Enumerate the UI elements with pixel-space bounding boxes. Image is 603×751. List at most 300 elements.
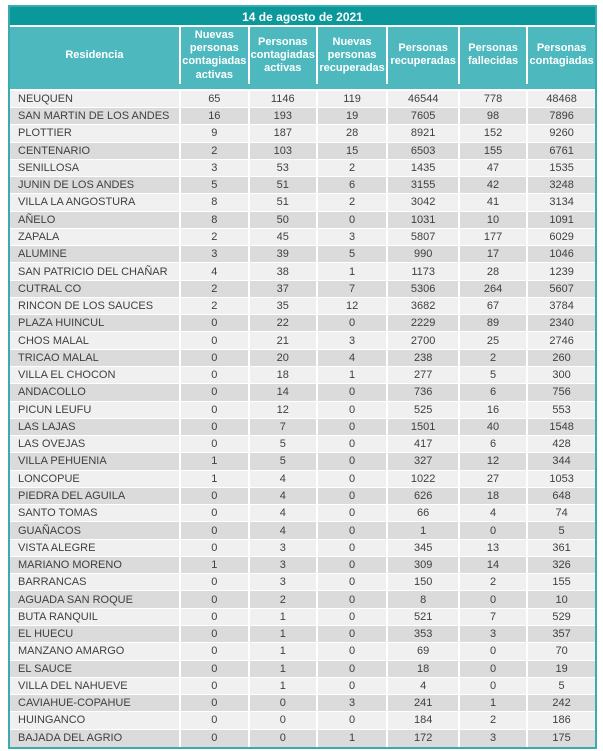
value-cell: 0 bbox=[460, 643, 528, 659]
value-cell: 1 bbox=[250, 661, 318, 677]
value-cell: 0 bbox=[318, 402, 389, 418]
table-row bbox=[10, 591, 595, 608]
value-cell: 35 bbox=[250, 298, 318, 314]
value-cell: 5 bbox=[318, 246, 389, 262]
table-row bbox=[10, 91, 595, 108]
table-row bbox=[10, 712, 595, 729]
table-body bbox=[10, 91, 595, 747]
value-cell: 3042 bbox=[388, 194, 459, 210]
value-cell: 1535 bbox=[549, 161, 574, 174]
value-cell: 3 bbox=[250, 574, 318, 590]
residencia-cell: VILLA EL CHOCON bbox=[10, 367, 181, 383]
value-cell: 28 bbox=[318, 125, 389, 141]
value-cell: 1548 bbox=[549, 420, 574, 433]
value-cell: 39 bbox=[250, 246, 318, 262]
value-cell: 8 bbox=[181, 212, 250, 228]
table-row bbox=[10, 661, 595, 678]
value-cell: 1046 bbox=[549, 248, 574, 261]
value-cell: 0 bbox=[318, 643, 389, 659]
value-cell: 12 bbox=[250, 402, 318, 418]
value-cell: 0 bbox=[181, 678, 250, 694]
residencia-cell: TRICAO MALAL bbox=[10, 350, 181, 366]
column-header-personas-contagiadas: Personas contagiadas bbox=[529, 42, 594, 68]
value-cell: 4 bbox=[250, 522, 318, 538]
value-cell: 7 bbox=[250, 419, 318, 435]
residencia-cell: PLOTTIER bbox=[10, 125, 181, 141]
value-cell: 10 bbox=[555, 593, 568, 606]
value-cell: 1022 bbox=[388, 471, 459, 487]
column-header-personas-contagiadas-activas: Personas contagiadas activas bbox=[250, 27, 318, 84]
value-cell: 0 bbox=[181, 574, 250, 590]
value-cell: 65 bbox=[181, 91, 250, 107]
value-cell: 6 bbox=[460, 436, 528, 452]
value-cell: 2 bbox=[181, 143, 250, 159]
value-cell: 7605 bbox=[388, 108, 459, 124]
value-cell: 12 bbox=[318, 298, 389, 314]
value-cell: 150 bbox=[388, 574, 459, 590]
table-row bbox=[10, 557, 595, 574]
value-cell: 1091 bbox=[549, 213, 574, 226]
value-cell: 28 bbox=[460, 263, 528, 279]
value-cell: 15 bbox=[318, 143, 389, 159]
value-cell: 0 bbox=[181, 505, 250, 521]
value-cell: 0 bbox=[318, 315, 389, 331]
value-cell: 0 bbox=[318, 384, 389, 400]
value-cell: 10 bbox=[460, 212, 528, 228]
residencia-cell: RINCON DE LOS SAUCES bbox=[10, 298, 181, 314]
value-cell: 20 bbox=[250, 350, 318, 366]
table-row bbox=[10, 125, 595, 142]
value-cell: 66 bbox=[388, 505, 459, 521]
table-row bbox=[10, 730, 595, 747]
value-cell: 0 bbox=[460, 661, 528, 677]
value-cell: 18 bbox=[250, 367, 318, 383]
value-cell: 417 bbox=[388, 436, 459, 452]
value-cell: 242 bbox=[552, 697, 571, 710]
residencia-cell: BARRANCAS bbox=[10, 574, 181, 590]
value-cell: 0 bbox=[460, 678, 528, 694]
table-row bbox=[10, 384, 595, 401]
value-cell: 3 bbox=[318, 695, 389, 711]
value-cell: 0 bbox=[318, 609, 389, 625]
value-cell: 277 bbox=[388, 367, 459, 383]
value-cell: 8921 bbox=[388, 125, 459, 141]
value-cell: 51 bbox=[250, 177, 318, 193]
value-cell: 1 bbox=[318, 730, 389, 747]
value-cell: 0 bbox=[181, 695, 250, 711]
residencia-cell: CAVIAHUE-COPAHUE bbox=[10, 695, 181, 711]
value-cell: 3155 bbox=[388, 177, 459, 193]
table-row bbox=[10, 315, 595, 332]
value-cell: 98 bbox=[460, 108, 528, 124]
value-cell: 1 bbox=[250, 626, 318, 642]
value-cell: 48468 bbox=[546, 92, 577, 105]
table-row bbox=[10, 471, 595, 488]
table-row bbox=[10, 281, 595, 298]
value-cell: 0 bbox=[181, 332, 250, 348]
value-cell: 2700 bbox=[388, 332, 459, 348]
value-cell: 177 bbox=[460, 229, 528, 245]
value-cell: 0 bbox=[318, 540, 389, 556]
value-cell: 193 bbox=[250, 108, 318, 124]
value-cell: 0 bbox=[318, 557, 389, 573]
value-cell: 8 bbox=[181, 194, 250, 210]
value-cell: 1173 bbox=[388, 263, 459, 279]
table-row bbox=[10, 678, 595, 695]
value-cell: 3134 bbox=[549, 196, 574, 209]
value-cell: 0 bbox=[181, 436, 250, 452]
value-cell: 0 bbox=[318, 522, 389, 538]
value-cell: 40 bbox=[460, 419, 528, 435]
value-cell: 1 bbox=[181, 453, 250, 469]
value-cell: 67 bbox=[460, 298, 528, 314]
value-cell: 16 bbox=[181, 108, 250, 124]
table-row bbox=[10, 626, 595, 643]
value-cell: 2 bbox=[181, 281, 250, 297]
value-cell: 7896 bbox=[549, 110, 574, 123]
table-row bbox=[10, 160, 595, 177]
residencia-cell: EL HUECU bbox=[10, 626, 181, 642]
table-row bbox=[10, 177, 595, 194]
residencia-cell: ZAPALA bbox=[10, 229, 181, 245]
value-cell: 648 bbox=[552, 489, 571, 502]
value-cell: 8 bbox=[388, 591, 459, 607]
value-cell: 17 bbox=[460, 246, 528, 262]
value-cell: 0 bbox=[460, 591, 528, 607]
value-cell: 1031 bbox=[388, 212, 459, 228]
residencia-cell: BUTA RANQUIL bbox=[10, 609, 181, 625]
value-cell: 2 bbox=[318, 160, 389, 176]
value-cell: 155 bbox=[460, 143, 528, 159]
value-cell: 1 bbox=[250, 678, 318, 694]
value-cell: 327 bbox=[388, 453, 459, 469]
value-cell: 3 bbox=[250, 557, 318, 573]
value-cell: 70 bbox=[555, 645, 568, 658]
value-cell: 152 bbox=[460, 125, 528, 141]
table-row bbox=[10, 212, 595, 229]
value-cell: 0 bbox=[250, 695, 318, 711]
value-cell: 0 bbox=[181, 350, 250, 366]
value-cell: 5607 bbox=[549, 282, 574, 295]
value-cell: 0 bbox=[318, 574, 389, 590]
value-cell: 0 bbox=[318, 626, 389, 642]
value-cell: 238 bbox=[388, 350, 459, 366]
value-cell: 0 bbox=[318, 436, 389, 452]
value-cell: 0 bbox=[181, 626, 250, 642]
value-cell: 18 bbox=[388, 661, 459, 677]
residencia-cell: LONCOPUE bbox=[10, 471, 181, 487]
value-cell: 0 bbox=[318, 591, 389, 607]
value-cell: 186 bbox=[552, 714, 571, 727]
value-cell: 184 bbox=[388, 712, 459, 728]
value-cell: 521 bbox=[388, 609, 459, 625]
value-cell: 0 bbox=[181, 522, 250, 538]
value-cell: 1435 bbox=[388, 160, 459, 176]
table-row bbox=[10, 367, 595, 384]
residencia-cell: HUINGANCO bbox=[10, 712, 181, 728]
residencia-cell: ALUMINE bbox=[10, 246, 181, 262]
value-cell: 37 bbox=[250, 281, 318, 297]
residencia-cell: CUTRAL CO bbox=[10, 281, 181, 297]
value-cell: 187 bbox=[250, 125, 318, 141]
value-cell: 353 bbox=[388, 626, 459, 642]
table-row bbox=[10, 643, 595, 660]
residencia-cell: VILLA DEL NAHUEVE bbox=[10, 678, 181, 694]
value-cell: 5 bbox=[250, 436, 318, 452]
residencia-cell: LAS LAJAS bbox=[10, 419, 181, 435]
table-row bbox=[10, 522, 595, 539]
value-cell: 1 bbox=[250, 609, 318, 625]
value-cell: 3 bbox=[460, 626, 528, 642]
value-cell: 778 bbox=[460, 91, 528, 107]
value-cell: 553 bbox=[552, 403, 571, 416]
value-cell: 0 bbox=[318, 505, 389, 521]
value-cell: 42 bbox=[460, 177, 528, 193]
value-cell: 3 bbox=[250, 540, 318, 556]
value-cell: 6 bbox=[318, 177, 389, 193]
value-cell: 990 bbox=[388, 246, 459, 262]
table-row bbox=[10, 505, 595, 522]
residencia-cell: VISTA ALEGRE bbox=[10, 540, 181, 556]
value-cell: 0 bbox=[181, 643, 250, 659]
value-cell: 9 bbox=[181, 125, 250, 141]
table-row bbox=[10, 419, 595, 436]
value-cell: 46544 bbox=[388, 91, 459, 107]
value-cell: 2229 bbox=[388, 315, 459, 331]
column-header-nuevas-personas-contagiadas-activas: Nuevas personas contagiadas activas bbox=[181, 27, 250, 84]
value-cell: 3784 bbox=[549, 300, 574, 313]
value-cell: 5306 bbox=[388, 281, 459, 297]
value-cell: 1 bbox=[388, 522, 459, 538]
value-cell: 0 bbox=[181, 315, 250, 331]
value-cell: 38 bbox=[250, 263, 318, 279]
table-row bbox=[10, 298, 595, 315]
residencia-cell: CENTENARIO bbox=[10, 143, 181, 159]
value-cell: 19 bbox=[555, 662, 568, 675]
value-cell: 7 bbox=[318, 281, 389, 297]
value-cell: 22 bbox=[250, 315, 318, 331]
value-cell: 4 bbox=[460, 505, 528, 521]
table-row bbox=[10, 143, 595, 160]
value-cell: 41 bbox=[460, 194, 528, 210]
residencia-cell: MANZANO AMARGO bbox=[10, 643, 181, 659]
residencia-cell: MARIANO MORENO bbox=[10, 557, 181, 573]
residencia-cell: VILLA LA ANGOSTURA bbox=[10, 194, 181, 210]
value-cell: 1053 bbox=[549, 472, 574, 485]
value-cell: 0 bbox=[318, 678, 389, 694]
value-cell: 5 bbox=[181, 177, 250, 193]
table-row bbox=[10, 108, 595, 125]
value-cell: 5 bbox=[460, 367, 528, 383]
value-cell: 428 bbox=[552, 438, 571, 451]
value-cell: 0 bbox=[318, 471, 389, 487]
value-cell: 2 bbox=[181, 298, 250, 314]
value-cell: 14 bbox=[460, 557, 528, 573]
value-cell: 1 bbox=[250, 643, 318, 659]
value-cell: 1146 bbox=[250, 91, 318, 107]
table-row bbox=[10, 574, 595, 591]
value-cell: 1 bbox=[181, 471, 250, 487]
value-cell: 3 bbox=[318, 229, 389, 245]
value-cell: 0 bbox=[181, 730, 250, 747]
residencia-cell: EL SAUCE bbox=[10, 661, 181, 677]
value-cell: 0 bbox=[181, 591, 250, 607]
value-cell: 1 bbox=[460, 695, 528, 711]
value-cell: 1 bbox=[318, 367, 389, 383]
value-cell: 2746 bbox=[549, 334, 574, 347]
value-cell: 4 bbox=[388, 678, 459, 694]
value-cell: 5 bbox=[250, 453, 318, 469]
table-row bbox=[10, 229, 595, 246]
value-cell: 6761 bbox=[549, 144, 574, 157]
value-cell: 241 bbox=[388, 695, 459, 711]
value-cell: 50 bbox=[250, 212, 318, 228]
residencia-cell: PLAZA HUINCUL bbox=[10, 315, 181, 331]
value-cell: 5 bbox=[558, 679, 565, 692]
value-cell: 9260 bbox=[549, 127, 574, 140]
table-row bbox=[10, 609, 595, 626]
value-cell: 0 bbox=[181, 488, 250, 504]
value-cell: 18 bbox=[460, 488, 528, 504]
value-cell: 89 bbox=[460, 315, 528, 331]
value-cell: 6029 bbox=[549, 231, 574, 243]
value-cell: 0 bbox=[318, 419, 389, 435]
value-cell: 2 bbox=[318, 194, 389, 210]
value-cell: 529 bbox=[552, 610, 571, 623]
value-cell: 326 bbox=[552, 559, 571, 572]
table-row bbox=[10, 350, 595, 367]
value-cell: 0 bbox=[181, 367, 250, 383]
value-cell: 4 bbox=[250, 488, 318, 504]
value-cell: 3 bbox=[181, 246, 250, 262]
value-cell: 4 bbox=[250, 471, 318, 487]
value-cell: 1 bbox=[181, 557, 250, 573]
value-cell: 2340 bbox=[549, 317, 574, 330]
value-cell: 0 bbox=[181, 540, 250, 556]
value-cell: 4 bbox=[250, 505, 318, 521]
value-cell: 0 bbox=[250, 712, 318, 728]
value-cell: 172 bbox=[388, 730, 459, 747]
value-cell: 51 bbox=[250, 194, 318, 210]
residencia-cell: NEUQUEN bbox=[10, 91, 181, 107]
residencia-cell: ANDACOLLO bbox=[10, 384, 181, 400]
value-cell: 736 bbox=[388, 384, 459, 400]
value-cell: 3 bbox=[181, 160, 250, 176]
table-row bbox=[10, 332, 595, 349]
table-row bbox=[10, 194, 595, 211]
value-cell: 0 bbox=[318, 212, 389, 228]
value-cell: 361 bbox=[552, 541, 571, 554]
value-cell: 345 bbox=[388, 540, 459, 556]
value-cell: 0 bbox=[181, 384, 250, 400]
value-cell: 74 bbox=[555, 507, 568, 520]
value-cell: 13 bbox=[460, 540, 528, 556]
table-row bbox=[10, 402, 595, 419]
value-cell: 260 bbox=[552, 351, 571, 364]
value-cell: 0 bbox=[460, 522, 528, 538]
value-cell: 2 bbox=[460, 574, 528, 590]
value-cell: 12 bbox=[460, 453, 528, 469]
value-cell: 1501 bbox=[388, 419, 459, 435]
residencia-cell: CHOS MALAL bbox=[10, 332, 181, 348]
value-cell: 0 bbox=[181, 661, 250, 677]
residencia-cell: BAJADA DEL AGRIO bbox=[10, 730, 181, 747]
value-cell: 69 bbox=[388, 643, 459, 659]
value-cell: 3682 bbox=[388, 298, 459, 314]
value-cell: 27 bbox=[460, 471, 528, 487]
value-cell: 756 bbox=[552, 386, 571, 399]
value-cell: 626 bbox=[388, 488, 459, 504]
residencia-cell: PICUN LEUFU bbox=[10, 402, 181, 418]
value-cell: 3 bbox=[460, 730, 528, 747]
value-cell: 0 bbox=[181, 402, 250, 418]
table-row bbox=[10, 453, 595, 470]
value-cell: 0 bbox=[318, 661, 389, 677]
covid-report-table bbox=[8, 5, 597, 749]
value-cell: 0 bbox=[181, 609, 250, 625]
residencia-cell: VILLA PEHUENIA bbox=[10, 453, 181, 469]
residencia-cell: LAS OVEJAS bbox=[10, 436, 181, 452]
value-cell: 300 bbox=[552, 369, 571, 382]
value-cell: 155 bbox=[552, 576, 571, 589]
value-cell: 6 bbox=[460, 384, 528, 400]
residencia-cell: PIEDRA DEL AGUILA bbox=[10, 488, 181, 504]
value-cell: 25 bbox=[460, 332, 528, 348]
value-cell: 2 bbox=[250, 591, 318, 607]
column-header-residencia: Residencia bbox=[10, 27, 181, 84]
value-cell: 2 bbox=[460, 712, 528, 728]
value-cell: 14 bbox=[250, 384, 318, 400]
value-cell: 7 bbox=[460, 609, 528, 625]
table-row bbox=[10, 488, 595, 505]
report-date-title: 14 de agosto de 2021 bbox=[10, 7, 595, 27]
table-header-row bbox=[10, 27, 595, 91]
residencia-cell: SAN PATRICIO DEL CHAÑAR bbox=[10, 263, 181, 279]
table-row bbox=[10, 540, 595, 557]
residencia-cell: SAN MARTIN DE LOS ANDES bbox=[10, 108, 181, 124]
value-cell: 21 bbox=[250, 332, 318, 348]
value-cell: 3248 bbox=[549, 179, 574, 192]
residencia-cell: AGUADA SAN ROQUE bbox=[10, 591, 181, 607]
residencia-cell: AÑELO bbox=[10, 212, 181, 228]
column-header-personas-fallecidas: Personas fallecidas bbox=[460, 27, 528, 84]
value-cell: 0 bbox=[318, 712, 389, 728]
value-cell: 2 bbox=[181, 229, 250, 245]
value-cell: 47 bbox=[460, 160, 528, 176]
residencia-cell: SENILLOSA bbox=[10, 160, 181, 176]
value-cell: 0 bbox=[250, 730, 318, 747]
value-cell: 4 bbox=[318, 350, 389, 366]
value-cell: 0 bbox=[181, 419, 250, 435]
value-cell: 16 bbox=[460, 402, 528, 418]
table-row bbox=[10, 695, 595, 712]
table-row bbox=[10, 246, 595, 263]
value-cell: 0 bbox=[318, 453, 389, 469]
table-row bbox=[10, 436, 595, 453]
value-cell: 175 bbox=[552, 732, 571, 745]
value-cell: 344 bbox=[552, 455, 571, 468]
column-header-personas-recuperadas: Personas recuperadas bbox=[388, 27, 459, 84]
table-row bbox=[10, 263, 595, 280]
value-cell: 3 bbox=[318, 332, 389, 348]
value-cell: 2 bbox=[460, 350, 528, 366]
value-cell: 6503 bbox=[388, 143, 459, 159]
value-cell: 0 bbox=[318, 488, 389, 504]
value-cell: 103 bbox=[250, 143, 318, 159]
value-cell: 53 bbox=[250, 160, 318, 176]
column-header-nuevas-personas-recuperadas: Nuevas personas recuperadas bbox=[318, 27, 389, 84]
residencia-cell: JUNIN DE LOS ANDES bbox=[10, 177, 181, 193]
